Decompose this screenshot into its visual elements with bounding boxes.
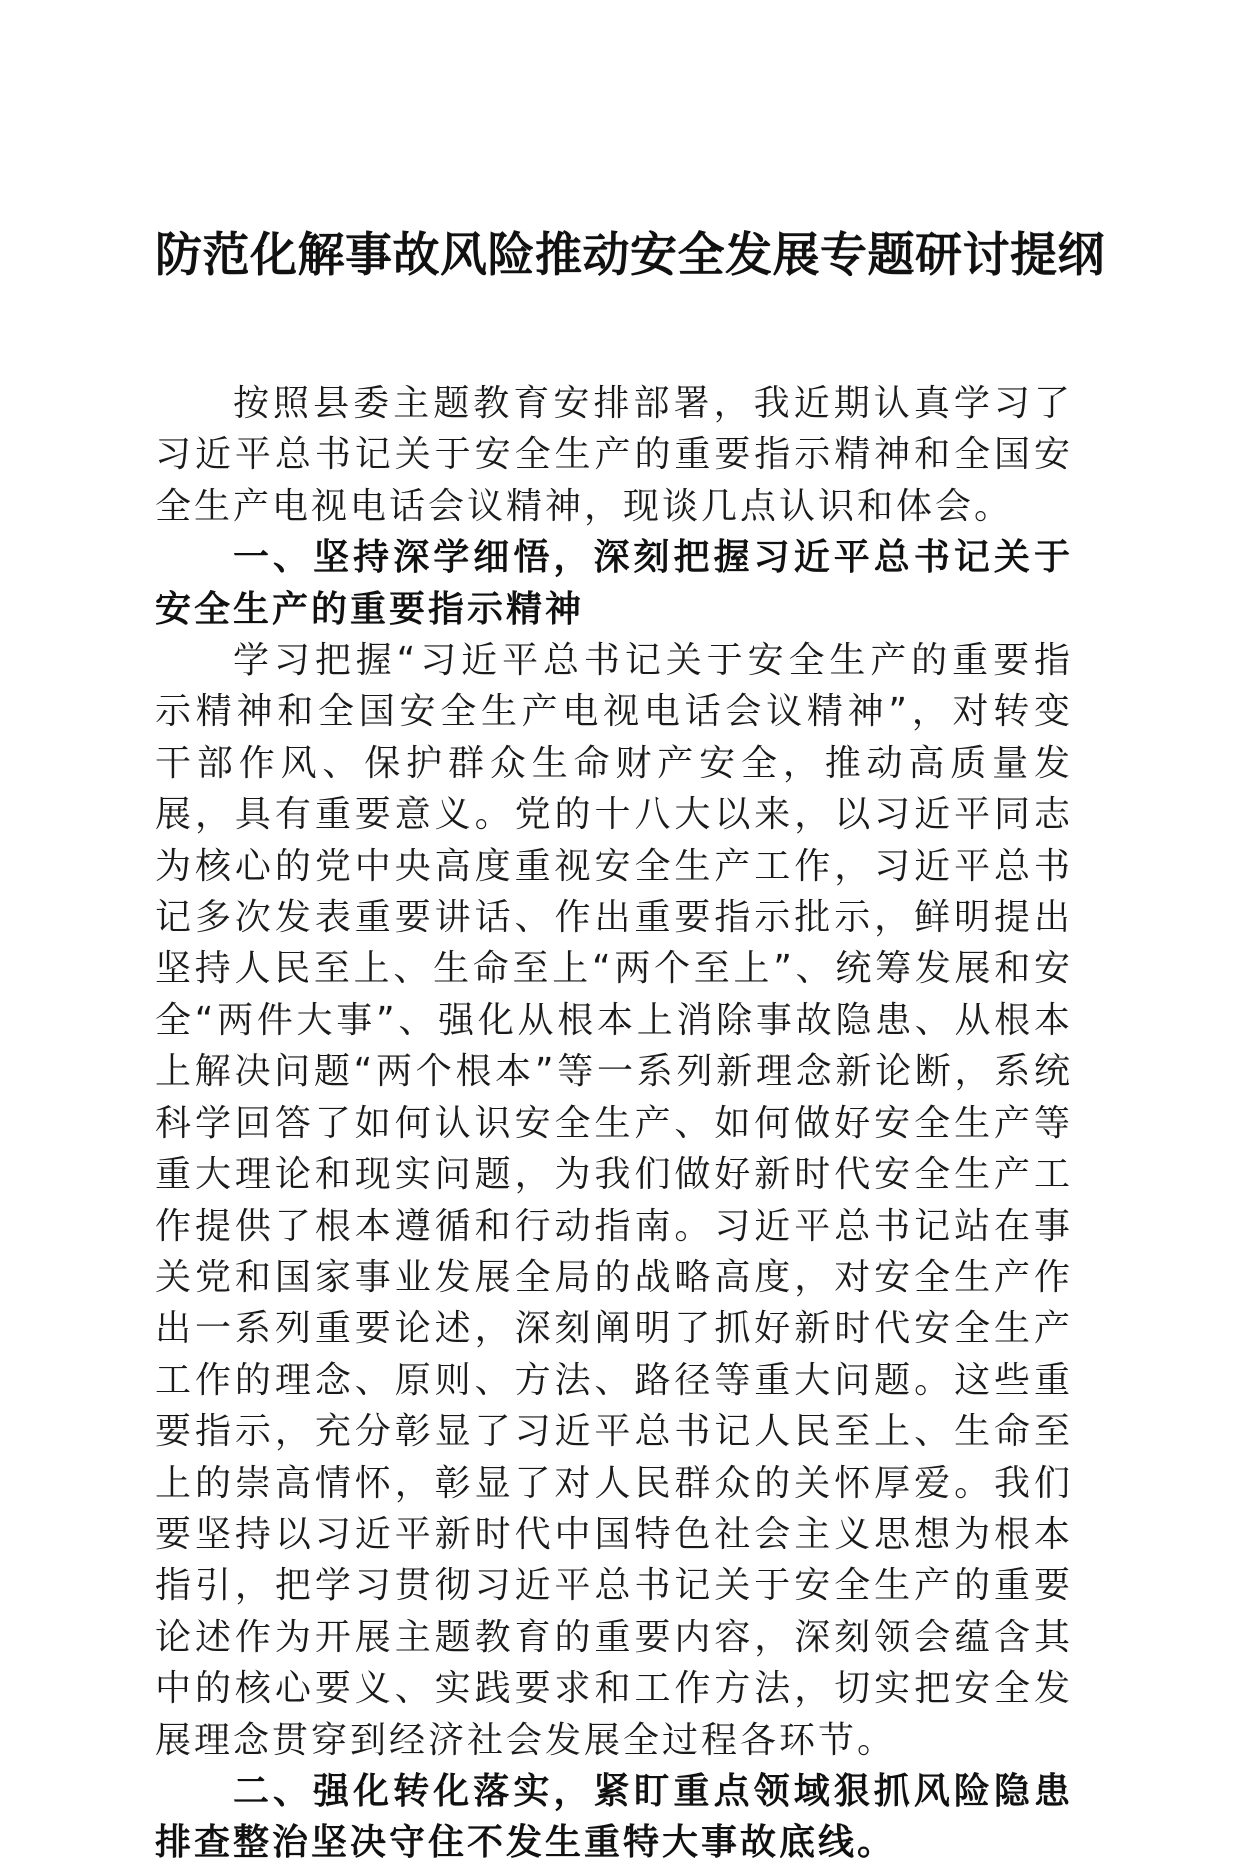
section-1-heading: 一、坚持深学细悟，深刻把握习近平总书记关于安全生产的重要指示精神 <box>155 537 1073 630</box>
document-title: 防范化解事故风险推动安全发展专题研讨提纲 <box>155 228 1105 283</box>
section-1-paragraph: 学习把握“习近平总书记关于安全生产的重要指示精神和全国安全生产电视电话会议精神”，对转变干部作风、保护群众生命财产安全，推动高质量发展，具有重要意义。党的十八大以来，以习近平同志为核心的党中央高度重视安全生产工作，习近平总书记多次发表重要讲话、作出重要指示批示，鲜明提出坚持人民至上、生命至上“两个至上”、统筹发展和安全“两件大事”、强化从根本上消除事故隐患、从根本上解决问题“两个根本”等一系列新理念新论断，系统科学回答了如何认识安全生产、如何做好安全生产等重大理论和现实问题，为我们做好新时代安全生产工作提供了根本遵循和行动指南。习近平总书记站在事关党和国家事业发展全局的战略高度，对安全生产作出一系列重要论述，深刻阐明了抓好新时代安全生产工作的理念、原则、方法、路径等重大问题。这些重要指示，充分彰显了习近平总书记人民至上、生命至上的崇高情怀，彰显了对人民群众的关怀厚爱。我们要坚持以习近平新时代中国特色社会主义思想为根本指引，把学习贯彻习近平总书记关于安全生产的重要论述作为开展主题教育的重要内容，深刻领会蕴含其中的核心要义、实践要求和工作方法，切实把安全发展理念贯穿到经济社会发展全过程各环节。 <box>155 640 1073 1761</box>
section-2-heading: 二、强化转化落实，紧盯重点领域狠抓风险隐患排查整治坚决守住不发生重特大事故底线。 <box>155 1770 1073 1864</box>
intro-paragraph: 按照县委主题教育安排部署，我近期认真学习了习近平总书记关于安全生产的重要指示精神和全国安全生产电视电话会议精神，现谈几点认识和体会。 <box>155 383 1073 527</box>
document-body <box>155 378 1073 1869</box>
